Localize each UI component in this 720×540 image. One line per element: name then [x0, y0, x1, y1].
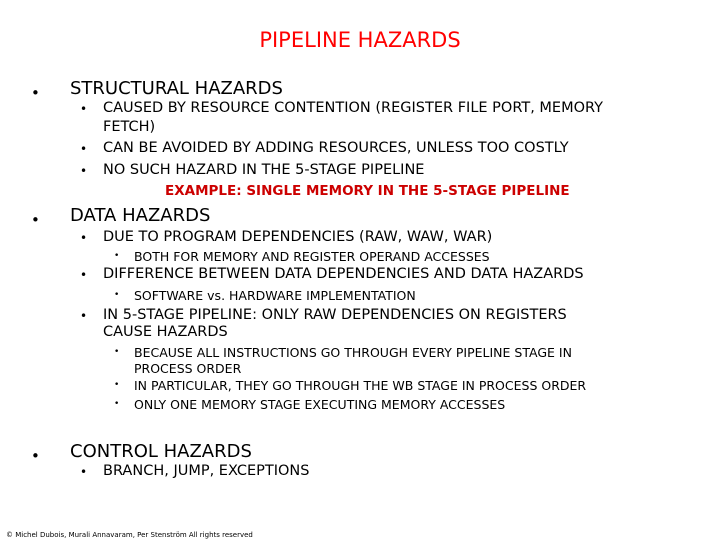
- list-item: BRANCH, JUMP, EXCEPTIONS: [103, 463, 310, 479]
- list-item: CAUSE HAZARDS: [103, 324, 228, 340]
- sub-list-item: BOTH FOR MEMORY AND REGISTER OPERAND ACCESSES: [134, 249, 490, 264]
- copyright-footer: © Michel Dubois, Murali Annavaram, Per Stenström All rights reserved: [6, 531, 253, 539]
- list-item: DUE TO PROGRAM DEPENDENCIES (RAW, WAW, WAR): [103, 229, 493, 245]
- sub-list-item: SOFTWARE vs. HARDWARE IMPLEMENTATION: [134, 288, 416, 303]
- sub-list-item: ONLY ONE MEMORY STAGE EXECUTING MEMORY ACCESSES: [134, 397, 506, 412]
- bullet: •: [31, 211, 40, 229]
- bullet: •: [31, 447, 40, 465]
- bullet: •: [114, 399, 120, 409]
- section-heading-structural: STRUCTURAL HAZARDS: [70, 78, 283, 99]
- list-item: IN 5-STAGE PIPELINE: ONLY RAW DEPENDENCIES ON REGISTERS: [103, 307, 567, 323]
- bullet: •: [80, 465, 88, 479]
- sub-list-item: BECAUSE ALL INSTRUCTIONS GO THROUGH EVERY PIPELINE STAGE IN: [134, 345, 572, 360]
- bullet: •: [114, 251, 120, 261]
- bullet: •: [80, 102, 88, 116]
- list-item: FETCH): [103, 119, 156, 135]
- section-heading-control: CONTROL HAZARDS: [70, 441, 252, 462]
- bullet: •: [114, 290, 120, 300]
- bullet: •: [80, 309, 88, 323]
- slide-title: PIPELINE HAZARDS: [259, 28, 461, 52]
- bullet: •: [80, 164, 88, 178]
- bullet: •: [31, 84, 40, 102]
- list-item: NO SUCH HAZARD IN THE 5-STAGE PIPELINE: [103, 162, 425, 178]
- sub-list-item: IN PARTICULAR, THEY GO THROUGH THE WB STAGE IN PROCESS ORDER: [134, 378, 587, 393]
- list-item: DIFFERENCE BETWEEN DATA DEPENDENCIES AND DATA HAZARDS: [103, 266, 584, 282]
- example-text: EXAMPLE: SINGLE MEMORY IN THE 5-STAGE PIPELINE: [165, 183, 570, 199]
- bullet: •: [114, 380, 120, 390]
- section-heading-data: DATA HAZARDS: [70, 205, 211, 226]
- bullet: •: [80, 268, 88, 282]
- list-item: CAN BE AVOIDED BY ADDING RESOURCES, UNLESS TOO COSTLY: [103, 140, 569, 156]
- bullet: •: [80, 231, 88, 245]
- bullet: •: [114, 347, 120, 357]
- sub-list-item: PROCESS ORDER: [134, 361, 242, 376]
- list-item: CAUSED BY RESOURCE CONTENTION (REGISTER FILE PORT, MEMORY: [103, 100, 604, 116]
- bullet: •: [80, 142, 88, 156]
